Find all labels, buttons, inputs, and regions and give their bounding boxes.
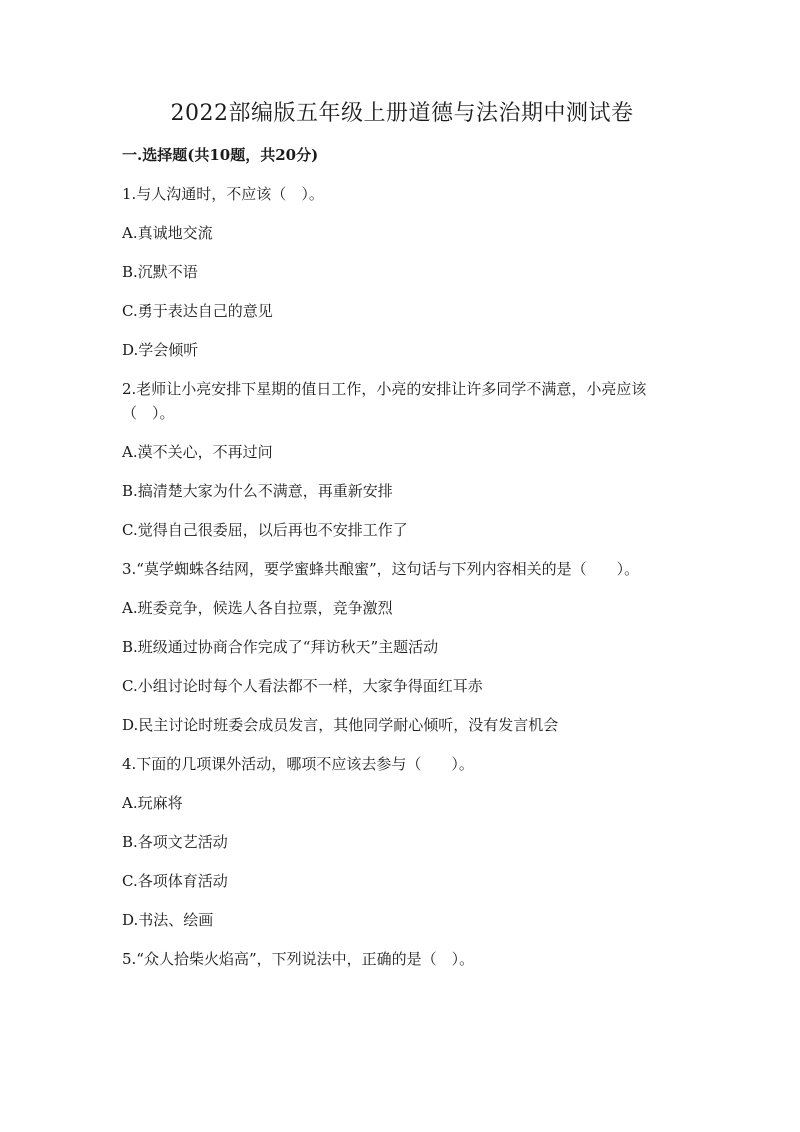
question-text: 2.老师让小亮安排下星期的值日工作，小亮的安排让许多同学不满意，小亮应该（ ）。 bbox=[122, 380, 647, 422]
option-1-a: A.真诚地交流 bbox=[122, 224, 213, 242]
question-5 bbox=[122, 947, 682, 971]
question-1 bbox=[122, 182, 682, 206]
option-4-c: C.各项体育活动 bbox=[122, 872, 228, 890]
option-4-d: D.书法、绘画 bbox=[122, 911, 214, 929]
option-4-a: A.玩麻将 bbox=[122, 794, 183, 812]
option-2-c: C.觉得自己很委屈，以后再也不安排工作了 bbox=[122, 521, 408, 539]
question-2 bbox=[122, 377, 682, 425]
question-text: 4.下面的几项课外活动，哪项不应该去参与（ ）。 bbox=[122, 755, 474, 773]
question-text: 3.“莫学蜘蛛各结网，要学蜜蜂共酿蜜”，这句话与下列内容相关的是（ ）。 bbox=[122, 560, 640, 578]
option-2-a: A.漠不关心，不再过问 bbox=[122, 443, 273, 461]
page-title: 2022部编版五年级上册道德与法治期中测试卷 bbox=[170, 101, 634, 126]
option-3-a: A.班委竞争，候选人各自拉票，竞争激烈 bbox=[122, 599, 393, 617]
option-2-b: B.搞清楚大家为什么不满意，再重新安排 bbox=[122, 482, 393, 500]
option-1-d: D.学会倾听 bbox=[122, 341, 199, 359]
option-4-b: B.各项文艺活动 bbox=[122, 833, 228, 851]
question-text: 1.与人沟通时，不应该（ ）。 bbox=[122, 185, 324, 203]
option-3-d: D.民主讨论时班委会成员发言，其他同学耐心倾听，没有发言机会 bbox=[122, 716, 559, 734]
option-3-c: C.小组讨论时每个人看法都不一样，大家争得面红耳赤 bbox=[122, 677, 483, 695]
question-text: 5.“众人拾柴火焰高”，下列说法中，正确的是（ ）。 bbox=[122, 950, 475, 968]
option-3-b: B.班级通过协商合作完成了“拜访秋天”主题活动 bbox=[122, 638, 439, 656]
option-1-c: C.勇于表达自己的意见 bbox=[122, 302, 273, 320]
section-heading: 一.选择题(共10题，共20分) bbox=[122, 146, 319, 164]
question-4 bbox=[122, 752, 682, 776]
question-3 bbox=[122, 557, 682, 581]
option-1-b: B.沉默不语 bbox=[122, 263, 198, 281]
